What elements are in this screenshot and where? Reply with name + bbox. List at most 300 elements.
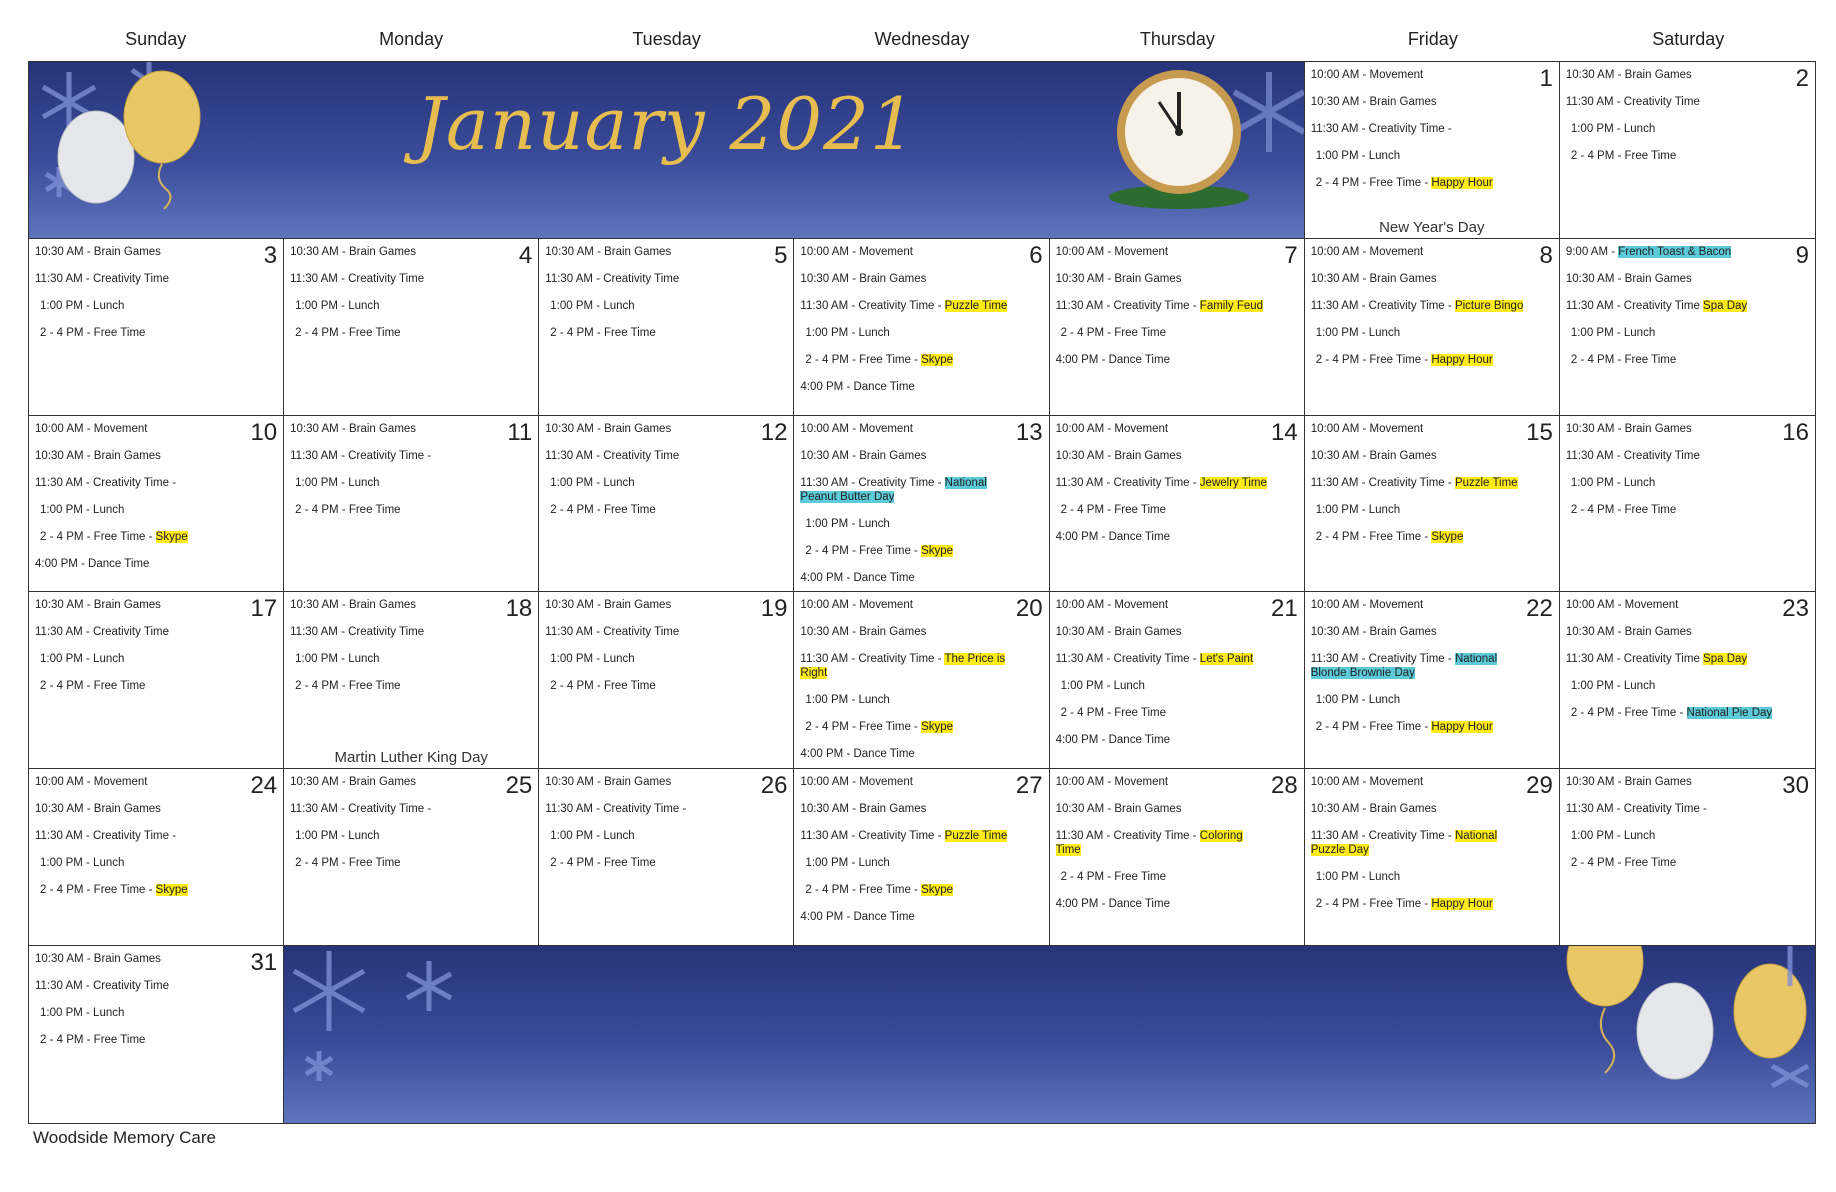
event-item	[35, 802, 277, 816]
event-item	[1311, 95, 1553, 109]
event-item	[1056, 326, 1298, 340]
event-text: 4:00 PM - Dance Time	[1055, 530, 1170, 543]
event-text: 1:00 PM - Lunch	[1570, 123, 1656, 135]
event-item	[35, 1006, 277, 1020]
event-item	[1311, 829, 1553, 857]
event-item	[545, 272, 787, 286]
date-number: 10	[250, 418, 278, 446]
event-item	[1056, 829, 1298, 857]
day-cell[interactable]	[539, 592, 794, 769]
event-text: 1:00 PM - Lunch	[1315, 694, 1401, 707]
event-item	[800, 245, 1042, 259]
event-item	[1311, 503, 1553, 517]
event-item	[800, 652, 1042, 680]
date-number: 8	[1539, 241, 1553, 269]
date-number: 18	[505, 595, 533, 623]
event-text: 10:00 AM - Movement	[1055, 245, 1169, 258]
event-item	[35, 856, 277, 870]
event-item	[1311, 176, 1553, 190]
date-number: 3	[263, 241, 278, 269]
event-text: 2 - 4 PM - Free Time	[40, 1034, 146, 1047]
event-item	[35, 272, 277, 286]
event-text: 10:30 AM - Brain Games	[800, 272, 927, 285]
event-text: 11:30 AM - Creativity Time	[1565, 653, 1700, 666]
date-number: 30	[1782, 772, 1809, 800]
event-text: 10:00 AM - Movement	[1310, 422, 1424, 435]
event-text: 2 - 4 PM - Free Time	[550, 680, 656, 693]
event-text: 11:30 AM - Creativity Time	[35, 626, 169, 639]
event-text: 4:00 PM - Dance Time	[800, 748, 915, 761]
event-item	[290, 449, 532, 463]
event-text: 2 - 4 PM - Free Time	[295, 326, 401, 339]
event-item	[290, 679, 532, 693]
event-item	[290, 625, 532, 639]
event-item	[800, 747, 1042, 761]
event-item	[545, 598, 787, 612]
event-item	[1566, 272, 1809, 286]
event-item	[1566, 625, 1809, 639]
event-item	[290, 802, 532, 816]
day-cell[interactable]	[539, 416, 794, 593]
event-text: 2 - 4 PM - Free Time -	[805, 544, 918, 557]
event-text: 11:30 AM - Creativity Time -	[1055, 299, 1197, 312]
event-item	[1311, 272, 1553, 286]
event-highlight: Skype	[921, 884, 954, 897]
event-item	[800, 571, 1042, 585]
event-item	[290, 299, 532, 313]
event-item	[1566, 856, 1809, 870]
event-item	[290, 272, 532, 286]
event-text: 11:30 AM - Creativity Time	[545, 272, 680, 285]
event-text: 4:00 PM - Dance Time	[800, 911, 915, 924]
event-highlight: National Blonde Brownie Day	[1310, 653, 1498, 680]
event-item	[545, 679, 787, 693]
event-item	[1566, 122, 1809, 136]
event-highlight: Skype	[921, 721, 954, 734]
event-item	[1566, 245, 1809, 259]
date-number: 6	[1029, 241, 1043, 269]
event-item	[800, 272, 1042, 286]
event-text: 9:00 AM -	[1565, 245, 1616, 258]
organization-name: Woodside Memory Care	[33, 1128, 216, 1147]
event-item	[1056, 503, 1298, 517]
event-text: 11:30 AM - Creativity Time	[290, 626, 425, 639]
event-item	[800, 720, 1042, 734]
event-item	[545, 503, 787, 517]
day-cell[interactable]	[284, 592, 539, 769]
event-text: 11:30 AM - Creativity Time -	[35, 830, 177, 843]
event-item	[1311, 245, 1553, 259]
event-text: 1:00 PM - Lunch	[295, 830, 380, 843]
event-text: 11:30 AM - Creativity Time -	[1310, 476, 1452, 489]
date-number: 26	[760, 772, 788, 800]
event-text: 10:30 AM - Brain Games	[545, 599, 672, 612]
event-item	[1056, 476, 1298, 490]
date-number: 19	[760, 595, 788, 623]
event-text: 1:00 PM - Lunch	[1315, 326, 1401, 339]
event-item	[1566, 652, 1809, 666]
event-item	[35, 775, 277, 789]
day-cell[interactable]	[1305, 416, 1560, 593]
day-cell[interactable]	[1560, 239, 1815, 416]
event-item	[800, 829, 1042, 843]
day-cell[interactable]	[794, 239, 1049, 416]
event-item	[35, 652, 277, 666]
event-text: 10:30 AM - Brain Games	[800, 803, 927, 816]
event-text: 11:30 AM - Creativity Time -	[1310, 830, 1452, 843]
event-item	[800, 449, 1042, 463]
event-item	[1311, 353, 1553, 367]
event-item	[35, 503, 277, 517]
event-text: 11:30 AM - Creativity Time -	[800, 476, 942, 489]
event-highlight: Skype	[921, 353, 954, 366]
event-text: 11:30 AM - Creativity Time -	[290, 803, 432, 816]
event-text: 1:00 PM - Lunch	[1060, 680, 1145, 693]
event-text: 2 - 4 PM - Free Time	[550, 857, 656, 870]
month-title: January 2021	[416, 82, 917, 166]
event-item	[800, 910, 1042, 924]
event-text: 1:00 PM - Lunch	[40, 1007, 125, 1020]
event-text: 2 - 4 PM - Free Time	[295, 857, 401, 870]
event-item	[1311, 625, 1553, 639]
day-cell[interactable]	[284, 239, 539, 416]
event-item	[1566, 353, 1809, 367]
event-text: 1:00 PM - Lunch	[550, 476, 635, 489]
event-item	[1056, 870, 1298, 884]
event-highlight: Jewelry Time	[1199, 476, 1267, 489]
event-item	[1056, 652, 1298, 666]
day-cell[interactable]	[29, 239, 284, 416]
event-item	[290, 652, 532, 666]
event-item	[1056, 897, 1298, 911]
footer-banner	[284, 946, 1815, 1123]
event-text: 2 - 4 PM - Free Time	[1570, 857, 1677, 870]
event-item	[800, 517, 1042, 531]
event-text: 2 - 4 PM - Free Time -	[1315, 177, 1429, 189]
event-item	[35, 422, 277, 436]
event-highlight: Happy Hour	[1431, 353, 1493, 366]
event-item	[1566, 802, 1809, 816]
day-cell[interactable]	[29, 769, 284, 946]
event-text: 10:00 AM - Movement	[800, 599, 913, 612]
event-text: 11:30 AM - Creativity Time -	[1055, 830, 1197, 843]
event-item	[290, 503, 532, 517]
event-item	[1056, 245, 1298, 259]
event-text: 11:30 AM - Creativity Time	[545, 449, 680, 462]
day-cell[interactable]	[1305, 592, 1560, 769]
event-text: 10:30 AM - Brain Games	[1565, 272, 1692, 285]
event-text: 10:30 AM - Brain Games	[1055, 626, 1182, 639]
event-text: 2 - 4 PM - Free Time	[550, 326, 656, 339]
event-item	[1056, 679, 1298, 693]
calendar-grid	[28, 61, 1816, 1124]
event-text: 11:30 AM - Creativity Time -	[1055, 653, 1197, 666]
event-item	[800, 883, 1042, 897]
date-number: 27	[1015, 772, 1043, 800]
event-text: 1:00 PM - Lunch	[1315, 503, 1401, 516]
event-text: 1:00 PM - Lunch	[1570, 680, 1656, 693]
event-text: 1:00 PM - Lunch	[1570, 326, 1656, 339]
event-text: 2 - 4 PM - Free Time	[1570, 353, 1677, 366]
event-text: 1:00 PM - Lunch	[550, 830, 635, 843]
event-item	[1566, 449, 1809, 463]
event-text: 1:00 PM - Lunch	[550, 653, 635, 666]
event-item	[545, 775, 787, 789]
event-text: 10:30 AM - Brain Games	[290, 776, 417, 789]
event-item	[800, 353, 1042, 367]
event-item	[1566, 476, 1809, 490]
weekday-label: Tuesday	[632, 29, 701, 49]
day-cell[interactable]	[1050, 416, 1305, 593]
event-highlight: Family Feud	[1199, 299, 1264, 312]
event-highlight: Spa Day	[1703, 653, 1748, 666]
event-text: 1:00 PM - Lunch	[40, 857, 125, 870]
date-number: 2	[1795, 65, 1809, 92]
event-text: 10:30 AM - Brain Games	[1565, 626, 1692, 639]
event-highlight: Spa Day	[1703, 299, 1748, 312]
event-item	[545, 299, 787, 313]
clock-icon	[1089, 62, 1305, 212]
event-text: 10:30 AM - Brain Games	[545, 776, 672, 789]
event-item	[545, 245, 787, 259]
event-item	[35, 952, 277, 966]
event-item	[1311, 897, 1553, 911]
event-text: 2 - 4 PM - Free Time	[1570, 503, 1677, 516]
event-text: 1:00 PM - Lunch	[805, 326, 890, 339]
event-highlight: Coloring Time	[1055, 830, 1243, 857]
event-item	[1566, 299, 1809, 313]
date-number: 25	[505, 772, 533, 800]
day-cell[interactable]	[29, 592, 284, 769]
event-item	[800, 299, 1042, 313]
event-text: 11:30 AM - Creativity Time	[1565, 449, 1700, 462]
date-number: 14	[1271, 418, 1298, 446]
date-number: 31	[250, 949, 278, 977]
day-cell[interactable]	[29, 416, 284, 593]
event-item	[1056, 625, 1298, 639]
event-text: 1:00 PM - Lunch	[805, 857, 890, 870]
event-text: 4:00 PM - Dance Time	[800, 380, 915, 393]
event-item	[545, 829, 787, 843]
weekday-label: Saturday	[1652, 29, 1725, 49]
event-item	[1056, 530, 1298, 544]
event-text: 2 - 4 PM - Free Time	[40, 326, 146, 339]
event-text: 10:00 AM - Movement	[800, 422, 913, 435]
event-item	[290, 856, 532, 870]
event-item	[290, 598, 532, 612]
day-cell[interactable]	[284, 416, 539, 593]
event-item	[1311, 802, 1553, 816]
event-text: 11:30 AM - Creativity Time -	[800, 299, 942, 312]
event-text: 10:30 AM - Brain Games	[1310, 449, 1437, 462]
event-item	[35, 299, 277, 313]
date-number: 9	[1795, 241, 1809, 269]
date-number: 17	[250, 595, 278, 623]
event-item	[545, 652, 787, 666]
event-text: 2 - 4 PM - Free Time	[1060, 707, 1166, 720]
event-text: 10:30 AM - Brain Games	[1565, 422, 1692, 435]
event-item	[1311, 720, 1553, 734]
event-item	[35, 449, 277, 463]
event-text: 2 - 4 PM - Free Time -	[1315, 353, 1429, 366]
event-item	[1311, 422, 1553, 436]
date-number: 7	[1284, 241, 1298, 269]
day-cell[interactable]	[1050, 769, 1305, 946]
date-number: 13	[1015, 418, 1043, 446]
event-text: 10:00 AM - Movement	[1055, 422, 1169, 435]
event-item	[1566, 95, 1809, 109]
event-item	[290, 775, 532, 789]
event-item	[1311, 476, 1553, 490]
event-highlight: Skype	[155, 884, 188, 897]
event-text: 11:30 AM - Creativity Time -	[1310, 123, 1452, 135]
event-item	[1056, 449, 1298, 463]
event-item	[800, 326, 1042, 340]
event-text: 11:30 AM - Creativity Time -	[545, 803, 687, 816]
day-cell[interactable]	[1560, 62, 1815, 239]
day-cell[interactable]	[539, 239, 794, 416]
day-cell[interactable]	[1560, 769, 1815, 946]
event-text: 11:30 AM - Creativity Time -	[1055, 476, 1197, 489]
event-text: 11:30 AM - Creativity Time -	[800, 830, 942, 843]
event-text: 10:30 AM - Brain Games	[1310, 96, 1437, 108]
weekday-label: Friday	[1407, 29, 1458, 49]
event-text: 10:00 AM - Movement	[35, 422, 148, 435]
event-item	[1056, 733, 1298, 747]
event-item	[1311, 149, 1553, 163]
event-item	[35, 598, 277, 612]
event-item	[35, 979, 277, 993]
date-number: 5	[774, 241, 788, 269]
event-text: 10:30 AM - Brain Games	[35, 953, 161, 966]
event-text: 2 - 4 PM - Free Time -	[805, 721, 918, 734]
event-text: 10:30 AM - Brain Games	[1310, 626, 1437, 639]
event-item	[1566, 775, 1809, 789]
date-number: 29	[1526, 772, 1553, 800]
balloon-icon	[1545, 946, 1815, 1096]
event-highlight: National Puzzle Day	[1310, 830, 1498, 857]
event-item	[800, 544, 1042, 558]
day-cell[interactable]	[1050, 592, 1305, 769]
event-text: 1:00 PM - Lunch	[1315, 871, 1401, 884]
day-cell[interactable]	[794, 592, 1049, 769]
date-number: 22	[1526, 595, 1553, 623]
day-cell[interactable]	[1305, 239, 1560, 416]
event-item	[800, 380, 1042, 394]
day-cell[interactable]	[29, 946, 284, 1123]
event-item	[1056, 802, 1298, 816]
event-text: 11:30 AM - Creativity Time -	[1310, 299, 1452, 312]
event-text: 4:00 PM - Dance Time	[800, 571, 915, 584]
event-item	[1566, 829, 1809, 843]
weekday-label: Wednesday	[874, 29, 970, 49]
event-text: 10:00 AM - Movement	[1310, 69, 1424, 81]
event-text: 10:30 AM - Brain Games	[800, 449, 927, 462]
day-cell[interactable]	[1305, 62, 1560, 239]
event-text: 10:30 AM - Brain Games	[290, 422, 417, 435]
event-item	[1311, 68, 1553, 82]
day-cell[interactable]	[794, 416, 1049, 593]
event-text: 1:00 PM - Lunch	[295, 653, 380, 666]
event-item	[1566, 149, 1809, 163]
event-text: 11:30 AM - Creativity Time	[35, 980, 169, 993]
day-cell[interactable]	[1560, 416, 1815, 593]
date-number: 4	[518, 241, 533, 269]
event-item	[1566, 706, 1809, 720]
event-text: 10:00 AM - Movement	[1310, 599, 1424, 612]
event-text: 11:30 AM - Creativity Time	[290, 272, 425, 285]
event-text: 2 - 4 PM - Free Time -	[1315, 721, 1429, 734]
event-text: 10:30 AM - Brain Games	[545, 245, 672, 258]
date-number: 28	[1271, 772, 1298, 800]
day-cell[interactable]	[794, 769, 1049, 946]
event-text: 11:30 AM - Creativity Time	[35, 272, 169, 285]
event-item	[1056, 422, 1298, 436]
date-number: 12	[760, 418, 788, 446]
event-text: 10:30 AM - Brain Games	[1565, 69, 1692, 81]
event-item	[545, 625, 787, 639]
day-cell[interactable]	[539, 769, 794, 946]
event-item	[545, 326, 787, 340]
day-cell[interactable]	[1560, 592, 1815, 769]
weekday-label: Sunday	[125, 29, 187, 49]
event-item	[800, 856, 1042, 870]
event-item	[800, 476, 1042, 504]
event-item	[800, 775, 1042, 789]
event-text: 2 - 4 PM - Free Time	[295, 503, 401, 516]
date-number: 1	[1539, 65, 1553, 92]
event-item	[1311, 652, 1553, 680]
event-text: 10:30 AM - Brain Games	[545, 422, 672, 435]
event-item	[800, 693, 1042, 707]
day-cell[interactable]	[1050, 239, 1305, 416]
event-text: 10:30 AM - Brain Games	[290, 245, 417, 258]
event-text: 2 - 4 PM - Free Time -	[805, 884, 918, 897]
event-item	[1311, 870, 1553, 884]
event-text: 2 - 4 PM - Free Time	[40, 680, 146, 693]
event-item	[35, 530, 277, 544]
day-cell[interactable]	[1305, 769, 1560, 946]
event-item	[1566, 422, 1809, 436]
event-item	[545, 476, 787, 490]
event-text: 10:30 AM - Brain Games	[35, 245, 161, 258]
event-text: 1:00 PM - Lunch	[295, 476, 380, 489]
date-number: 16	[1782, 418, 1809, 446]
event-item	[1566, 598, 1809, 612]
event-text: 11:30 AM - Creativity Time -	[35, 476, 177, 489]
event-item	[290, 245, 532, 259]
event-highlight: The Price is Right	[800, 653, 1006, 680]
day-cell[interactable]	[284, 769, 539, 946]
event-highlight: Puzzle Time	[944, 830, 1008, 843]
event-item	[1566, 679, 1809, 693]
event-highlight: Puzzle Time	[1454, 476, 1518, 489]
event-item	[1056, 775, 1298, 789]
event-text: 2 - 4 PM - Free Time -	[40, 884, 153, 897]
event-text: 10:30 AM - Brain Games	[1055, 272, 1182, 285]
event-text: 10:00 AM - Movement	[35, 776, 148, 789]
event-item	[1056, 706, 1298, 720]
event-item	[1056, 299, 1298, 313]
event-item	[35, 476, 277, 490]
event-highlight: National Pie Day	[1686, 707, 1773, 720]
event-text: 1:00 PM - Lunch	[1570, 476, 1656, 489]
event-text: 10:30 AM - Brain Games	[35, 449, 161, 462]
date-number: 21	[1271, 595, 1298, 623]
event-item	[1311, 530, 1553, 544]
event-text: 4:00 PM - Dance Time	[1055, 734, 1170, 747]
event-item	[800, 802, 1042, 816]
